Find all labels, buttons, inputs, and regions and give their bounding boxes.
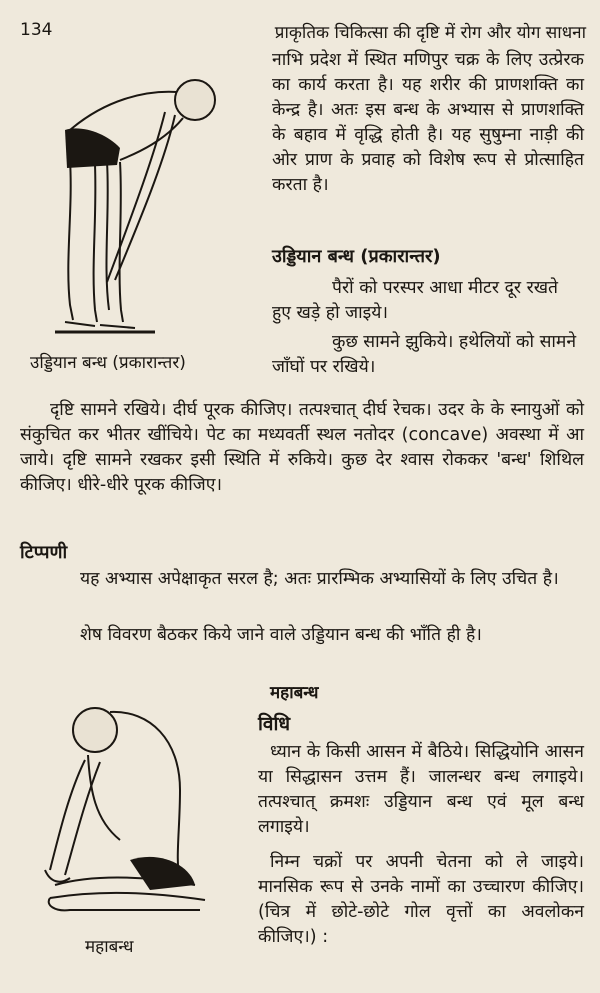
page-number: 134 (20, 20, 53, 40)
method-paragraph-1: ध्यान के किसी आसन में बैठिये। सिद्धियोनि आसन या सिद्धासन उत्तम हैं। जालन्धर बन्ध लगाइये। तत्पश्चात् क्रमशः उड्डियान बन्ध एवं मूल बन्ध लगाइये। (258, 742, 584, 837)
running-title: प्राकृतिक चिकित्सा की दृष्टि में रोग और योग साधना (274, 23, 586, 43)
method-paragraph-2: निम्न चक्रों पर अपनी चेतना को ले जाइये। मानसिक रूप से उनके नामों का उच्चारण कीजिए। (चित्र में छोटे-छोटे गोल वृत्तों का अवलोकन कीजिए।) : (258, 852, 584, 947)
seated-mahabandha-illustration (30, 700, 210, 920)
section-heading-uddiyana-variant: उड्डियान बन्ध (प्रकारान्तर) (272, 246, 441, 267)
page-header (20, 20, 586, 46)
figure-caption-mahabandha: महाबन्ध (85, 937, 134, 957)
note-paragraph-2: शेष विवरण बैठकर किये जाने वाले उड्डियान बन्ध की भाँति ही है। (80, 625, 482, 645)
mahabandha-seated-figure (30, 700, 210, 920)
note-paragraph-1: यह अभ्यास अपेक्षाकृत सरल है; अतः प्रारम्भिक अभ्यासियों के लिए उचित है। (80, 569, 559, 589)
intro-paragraph: नाभि प्रदेश में स्थित मणिपुर चक्र के लिए उत्प्रेरक का कार्य करता है। यह शरीर की प्राणशक्ति का केन्द्र है। अतः इस बन्ध के अभ्यास से प्राणशक्ति के बहाव में वृद्धि होती है। यह सुषुम्ना नाड़ी की ओर प्राण के प्रवाह को विशेष रूप से प्रोत्साहित करता है। (272, 50, 584, 195)
step-paragraph-1: पैरों को परस्पर आधा मीटर दूर रखते हुए खड़े हो जाइये। (272, 278, 559, 323)
uddiyana-standing-figure (25, 70, 235, 355)
standing-bend-illustration (25, 70, 235, 355)
step-paragraph-3: दृष्टि सामने रखिये। दीर्घ पूरक कीजिए। तत्पश्चात् दीर्घ रेचक। उदर के के स्नायुओं को संकुचित कर भीतर खींचिये। पेट का मध्यवर्ती स्थल नतोदर (concave) अवस्था में आ जाये। दृष्टि सामने रखकर इसी स्थिति में रुकिये। कुछ देर श्वास रोककर 'बन्ध' शिथिल कीजिए। धीरे-धीरे पूरक कीजिए। (20, 400, 584, 495)
figure-caption-standing: उड्डियान बन्ध (प्रकारान्तर) (30, 353, 186, 373)
section-heading-mahabandha: महाबन्ध (270, 683, 319, 703)
note-heading: टिप्पणी (20, 542, 68, 563)
method-subheading: विधि (258, 713, 291, 735)
step-paragraph-2: कुछ सामने झुकिये। हथेलियों को सामने जाँघों पर रखिये। (272, 332, 577, 377)
